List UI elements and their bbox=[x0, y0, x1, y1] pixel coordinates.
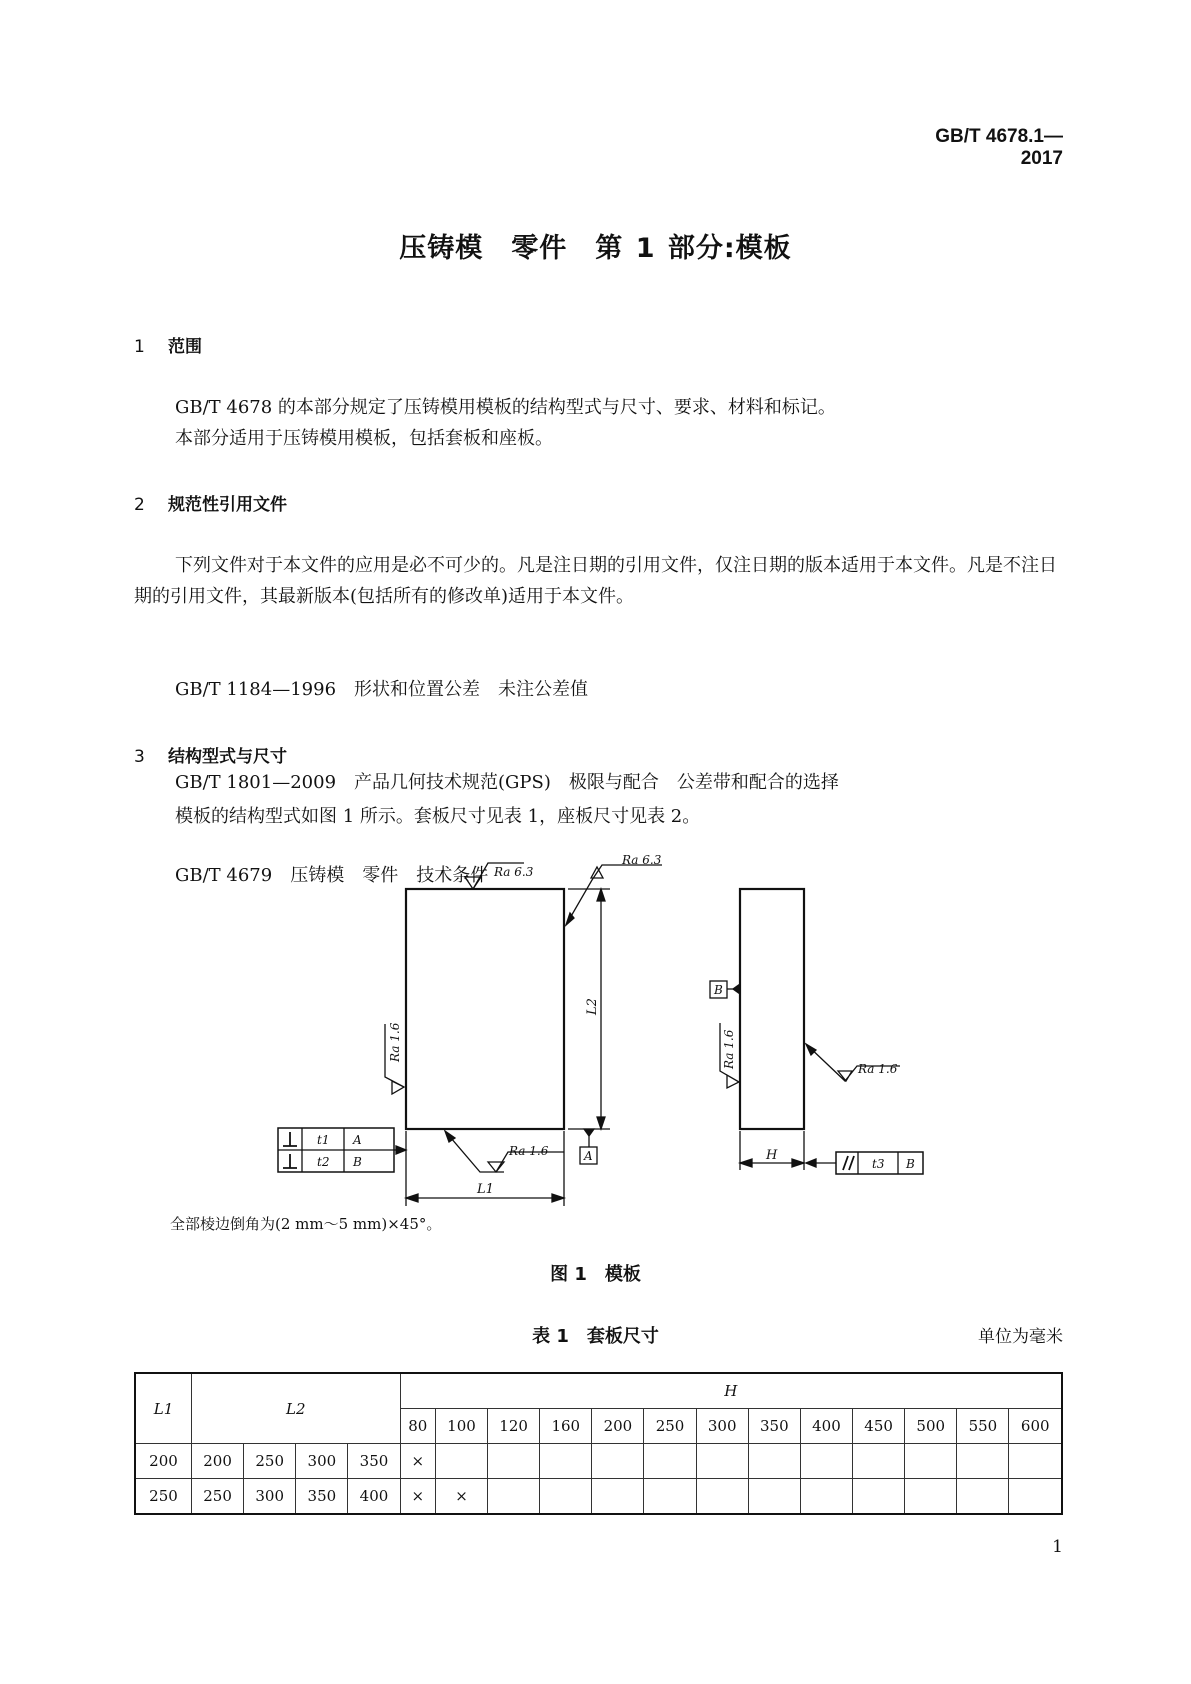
roughness-leader bbox=[566, 865, 662, 925]
h-value: 450 bbox=[853, 1409, 905, 1444]
label-ra16-right: Ra 1.6 bbox=[858, 1062, 898, 1076]
table-header-row bbox=[135, 1373, 1062, 1409]
cell-mark bbox=[853, 1479, 905, 1515]
cell-mark bbox=[957, 1479, 1009, 1515]
cell-mark bbox=[800, 1444, 852, 1479]
leader-arrow bbox=[396, 1146, 406, 1154]
table-unit: 单位为毫米 bbox=[978, 1327, 1063, 1347]
header-l1: L1 bbox=[135, 1373, 192, 1444]
table-row bbox=[135, 1444, 1062, 1479]
leader-arrow bbox=[566, 913, 574, 925]
h-value: 300 bbox=[696, 1409, 748, 1444]
cell-mark bbox=[644, 1479, 696, 1515]
label-l1: L1 bbox=[477, 1182, 494, 1197]
h-value: 600 bbox=[1009, 1409, 1062, 1444]
section-number: 2 bbox=[134, 495, 145, 515]
scope-paragraph: GB/T 4678 的本部分规定了压铸模用模板的结构型式与尺寸、要求、材料和标记。 bbox=[175, 397, 836, 418]
label-ra16-left: Ra 1.6 bbox=[388, 1022, 402, 1062]
cell-mark bbox=[957, 1444, 1009, 1479]
cell-mark: × bbox=[400, 1444, 435, 1479]
cell-l2: 350 bbox=[296, 1479, 348, 1515]
h-value: 100 bbox=[435, 1409, 487, 1444]
cell-l2: 300 bbox=[244, 1479, 296, 1515]
cell-mark bbox=[488, 1444, 540, 1479]
cell-mark: × bbox=[435, 1479, 487, 1515]
document-title: 压铸模 零件 第 1 部分:模板 bbox=[399, 233, 792, 264]
cell-mark bbox=[800, 1479, 852, 1515]
label-t2: t2 bbox=[317, 1155, 330, 1169]
header-h: H bbox=[400, 1373, 1062, 1409]
h-value: 160 bbox=[540, 1409, 592, 1444]
section-title: 范围 bbox=[168, 337, 202, 357]
parallelism-icon bbox=[843, 1156, 854, 1170]
label-t3: t3 bbox=[872, 1157, 885, 1171]
cell-mark bbox=[696, 1479, 748, 1515]
label-ref-a: A bbox=[353, 1133, 362, 1147]
label-datum-a: A bbox=[584, 1149, 593, 1163]
datum-b-triangle bbox=[733, 984, 740, 994]
cell-l1: 200 bbox=[135, 1444, 192, 1479]
cell-mark bbox=[488, 1479, 540, 1515]
label-ra63-top: Ra 6.3 bbox=[494, 865, 534, 879]
figure-note: 全部棱边倒角为(2 mm～5 mm)×45°。 bbox=[170, 1215, 442, 1233]
h-value: 250 bbox=[644, 1409, 696, 1444]
cell-mark bbox=[592, 1479, 644, 1515]
cell-l2: 200 bbox=[192, 1444, 244, 1479]
tolerance-frame-grid bbox=[278, 1128, 394, 1172]
label-t1: t1 bbox=[317, 1133, 330, 1147]
front-view-plate bbox=[406, 889, 564, 1129]
label-ref-b2: B bbox=[906, 1157, 915, 1171]
h-value: 200 bbox=[592, 1409, 644, 1444]
section-number: 1 bbox=[134, 337, 145, 357]
cell-mark bbox=[435, 1444, 487, 1479]
h-value: 400 bbox=[800, 1409, 852, 1444]
standard-number: GB/T 4678.1—2017 bbox=[935, 126, 1063, 169]
label-ra63-side: Ra 6.3 bbox=[622, 853, 662, 867]
h-value: 80 bbox=[400, 1409, 435, 1444]
label-ra16-bottom: Ra 1.6 bbox=[509, 1144, 549, 1158]
side-view-plate bbox=[740, 889, 804, 1129]
table-row bbox=[135, 1479, 1062, 1515]
cell-l2: 400 bbox=[348, 1479, 400, 1515]
header-l2: L2 bbox=[192, 1373, 401, 1444]
cell-mark bbox=[748, 1444, 800, 1479]
reference-item: GB/T 1801—2009 产品几何技术规范(GPS) 极限与配合 公差带和配合的选择 bbox=[175, 772, 839, 793]
reference-item: GB/T 4679 压铸模 零件 技术条件 bbox=[175, 865, 489, 886]
section-number: 3 bbox=[134, 747, 145, 767]
figure-caption: 图 1 模板 bbox=[550, 1264, 641, 1285]
table-caption: 表 1 套板尺寸 bbox=[532, 1326, 659, 1347]
section-title: 结构型式与尺寸 bbox=[168, 747, 287, 767]
normative-intro: 下列文件对于本文件的应用是必不可少的。凡是注日期的引用文件，仅注日期的版本适用于本文件。凡是不注日期的引用文件，其最新版本(包括所有的修改单)适用于本文件。 bbox=[134, 555, 1057, 607]
cell-mark bbox=[748, 1479, 800, 1515]
cell-mark bbox=[540, 1479, 592, 1515]
page-number: 1 bbox=[1052, 1537, 1063, 1557]
cell-mark bbox=[1009, 1444, 1062, 1479]
cell-l2: 300 bbox=[296, 1444, 348, 1479]
section-title: 规范性引用文件 bbox=[168, 495, 287, 515]
cell-mark bbox=[905, 1479, 957, 1515]
cell-mark bbox=[540, 1444, 592, 1479]
leader-arrow bbox=[806, 1159, 816, 1167]
cell-l2: 250 bbox=[192, 1479, 244, 1515]
table-1 bbox=[134, 1372, 1063, 1515]
leader-arrow bbox=[806, 1044, 816, 1055]
h-value: 120 bbox=[488, 1409, 540, 1444]
cell-mark bbox=[853, 1444, 905, 1479]
h-value: 550 bbox=[957, 1409, 1009, 1444]
cell-mark bbox=[905, 1444, 957, 1479]
cell-l2: 350 bbox=[348, 1444, 400, 1479]
cell-l2: 250 bbox=[244, 1444, 296, 1479]
datum-a-triangle bbox=[584, 1129, 594, 1136]
structure-paragraph: 模板的结构型式如图 1 所示。套板尺寸见表 1，座板尺寸见表 2。 bbox=[175, 806, 701, 827]
cell-mark bbox=[644, 1444, 696, 1479]
label-datum-b: B bbox=[714, 983, 723, 997]
label-l2: L2 bbox=[585, 998, 600, 1015]
cell-mark bbox=[1009, 1479, 1062, 1515]
cell-l1: 250 bbox=[135, 1479, 192, 1515]
label-h: H bbox=[766, 1148, 778, 1163]
scope-paragraph: 本部分适用于压铸模用模板，包括套板和座板。 bbox=[175, 428, 553, 449]
reference-item: GB/T 1184—1996 形状和位置公差 未注公差值 bbox=[175, 679, 589, 700]
h-value: 500 bbox=[905, 1409, 957, 1444]
label-ref-b: B bbox=[353, 1155, 362, 1169]
cell-mark: × bbox=[400, 1479, 435, 1515]
cell-mark bbox=[696, 1444, 748, 1479]
cell-mark bbox=[592, 1444, 644, 1479]
h-value: 350 bbox=[748, 1409, 800, 1444]
label-ra16-side: Ra 1.6 bbox=[722, 1029, 736, 1069]
